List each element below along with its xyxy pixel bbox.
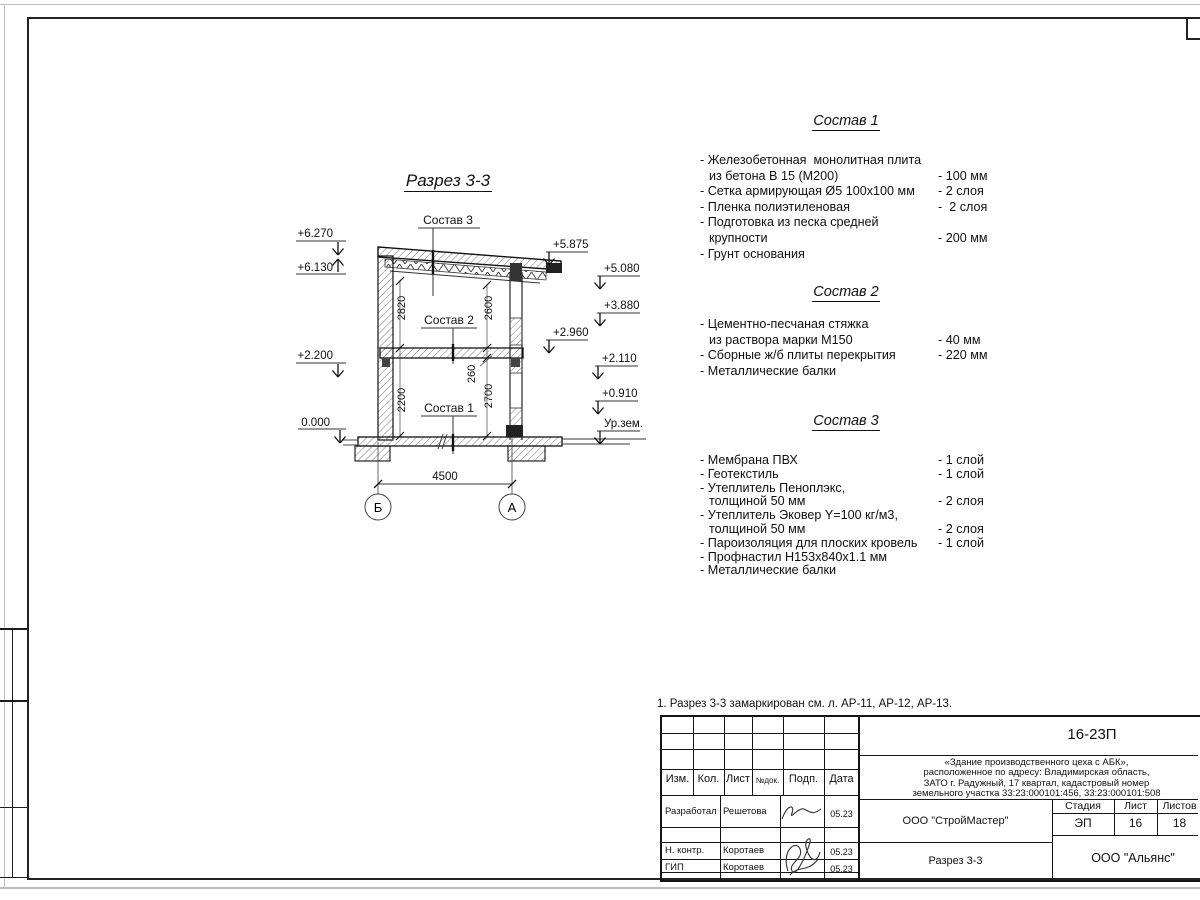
sheets-label: Листов bbox=[1162, 800, 1197, 812]
doc-number: 16-23П bbox=[1067, 726, 1117, 743]
elev-3880: +3.880 bbox=[604, 300, 640, 312]
elev-ground: Ур.зем. bbox=[604, 418, 644, 430]
elev-5080: +5.080 bbox=[604, 263, 640, 275]
composition-block-2 bbox=[700, 284, 992, 379]
sheet-label: Лист bbox=[1124, 800, 1147, 812]
composition-3-title: Состав 3 bbox=[813, 413, 879, 429]
elev-2110: +2.110 bbox=[602, 353, 637, 365]
col-podp: Подп. bbox=[788, 773, 819, 785]
stamp-strip-line bbox=[12, 628, 13, 877]
list-item: - Грунт основания bbox=[700, 246, 805, 261]
title-block bbox=[660, 715, 1200, 882]
sheet-name: Разрез 3-3 bbox=[928, 855, 983, 867]
list-item: - Цементно-песчаная стяжка bbox=[700, 317, 869, 331]
signer-name: Решетова bbox=[723, 806, 767, 817]
elev-0000: 0.000 bbox=[301, 417, 330, 429]
sheet-edge-bottom bbox=[0, 887, 1200, 889]
elev-6130: +6.130 bbox=[297, 262, 333, 274]
sheet-edge-top bbox=[0, 4, 1200, 5]
signer-role: ГИП bbox=[665, 862, 684, 873]
stamp-strip-div1 bbox=[0, 628, 27, 630]
signer-name: Коротаев bbox=[723, 845, 765, 856]
list-item: - Утеплитель Эковер Y=100 кг/м3, bbox=[700, 508, 898, 523]
elev-2200: +2.200 bbox=[297, 350, 333, 362]
list-item: - Пароизоляция для плоских кровель - 1 слой bbox=[700, 535, 985, 550]
col-izm: Изм. bbox=[665, 773, 690, 785]
sheet-edge-left bbox=[4, 4, 5, 888]
project-description: «Здание производственного цеха с АБК», расположенное по адресу: Владимирская область, ЗАТО г. Радужный, 17 квартал, кадастровый номер земельного участка 33:23:000101:456, 33:23:000101:508 bbox=[912, 757, 1161, 799]
list-item: - Мембрана ПВХ - 1 слой bbox=[700, 453, 985, 467]
list-item: - Сетка армирующая Ø5 100х100 мм - 2 слоя bbox=[700, 184, 984, 199]
list-item: - Металлические балки bbox=[700, 363, 837, 378]
composition-block-1 bbox=[700, 113, 992, 262]
signer-role: Разработал bbox=[665, 806, 717, 817]
col-kol: Кол. bbox=[697, 773, 720, 785]
composition-block-3 bbox=[700, 413, 992, 578]
list-item: - Пленка полиэтиленовая - 2 слоя bbox=[700, 199, 988, 214]
list-item: толщиной 50 мм - 2 слоя bbox=[709, 494, 984, 509]
dim-2200: 2200 bbox=[396, 387, 408, 413]
elev-6270: +6.270 bbox=[297, 228, 333, 240]
list-item: из раствора марки М150 - 40 мм bbox=[709, 332, 981, 347]
axis-b: Б bbox=[373, 500, 383, 515]
stage-label: Стадия bbox=[1065, 800, 1101, 812]
dim-4500: 4500 bbox=[432, 471, 458, 483]
col-data: Дата bbox=[829, 773, 854, 785]
composition-2-title: Состав 2 bbox=[813, 284, 879, 300]
elev-0910: +0.910 bbox=[602, 388, 638, 400]
signer-date: 05.23 bbox=[830, 847, 853, 857]
list-item: толщиной 50 мм - 2 слоя bbox=[709, 521, 984, 536]
frame-corner-box bbox=[1186, 17, 1200, 40]
list-item: из бетона В 15 (М200) - 100 мм bbox=[709, 168, 988, 183]
elev-5875: +5.875 bbox=[553, 239, 589, 251]
section-title: Разрез 3-3 bbox=[405, 171, 491, 190]
dim-2820: 2820 bbox=[396, 295, 408, 321]
composition-1-title: Состав 1 bbox=[813, 113, 879, 129]
stamp-strip-div3 bbox=[0, 807, 27, 808]
col-list: Лист bbox=[726, 773, 750, 785]
list-item: - Утеплитель Пеноплэкс, bbox=[700, 480, 846, 495]
stamp-strip-div4 bbox=[0, 877, 27, 878]
list-item: - Железобетонная монолитная плита bbox=[700, 153, 922, 167]
signer-date: 05.23 bbox=[830, 809, 853, 819]
designer-org: ООО "СтройМастер" bbox=[902, 814, 1009, 827]
elevation-marks-left bbox=[296, 228, 346, 443]
callout-sostav2: Состав 2 bbox=[424, 313, 474, 327]
dim-260: 260 bbox=[466, 364, 478, 384]
callouts bbox=[418, 213, 480, 454]
list-item: - Геотекстиль - 1 слой bbox=[700, 466, 985, 481]
list-item: - Металлические балки bbox=[700, 563, 837, 578]
stage-value: ЭП bbox=[1074, 816, 1092, 830]
sheet-value: 16 bbox=[1128, 816, 1143, 830]
customer-org: ООО "Альянс" bbox=[1091, 850, 1175, 865]
signer-date: 05.23 bbox=[830, 864, 853, 874]
dim-2600: 2600 bbox=[483, 295, 495, 321]
sheet-note: 1. Разрез 3-3 замаркирован см. л. АР-11, АР-12, АР-13. bbox=[657, 698, 953, 710]
col-ndok: №док. bbox=[755, 776, 780, 785]
sheets-value: 18 bbox=[1172, 816, 1187, 830]
stamp-strip-div2 bbox=[0, 700, 27, 702]
signature-scribbles bbox=[780, 797, 824, 879]
list-item: - Профнастил Н153х840х1.1 мм bbox=[700, 549, 888, 564]
dim-2700: 2700 bbox=[483, 383, 495, 409]
callout-sostav1: Состав 1 bbox=[424, 401, 474, 415]
axis-a: А bbox=[507, 500, 517, 515]
signer-name: Коротаев bbox=[723, 862, 765, 873]
list-item: - Подготовка из песка средней bbox=[700, 215, 879, 230]
signer-role: Н. контр. bbox=[665, 845, 705, 856]
section-drawing bbox=[240, 168, 670, 540]
list-item: - Сборные ж/б плиты перекрытия - 220 мм bbox=[700, 348, 988, 363]
callout-sostav3: Состав 3 bbox=[423, 213, 473, 227]
elev-2960: +2.960 bbox=[553, 327, 589, 339]
list-item: крупности - 200 мм bbox=[709, 230, 988, 245]
